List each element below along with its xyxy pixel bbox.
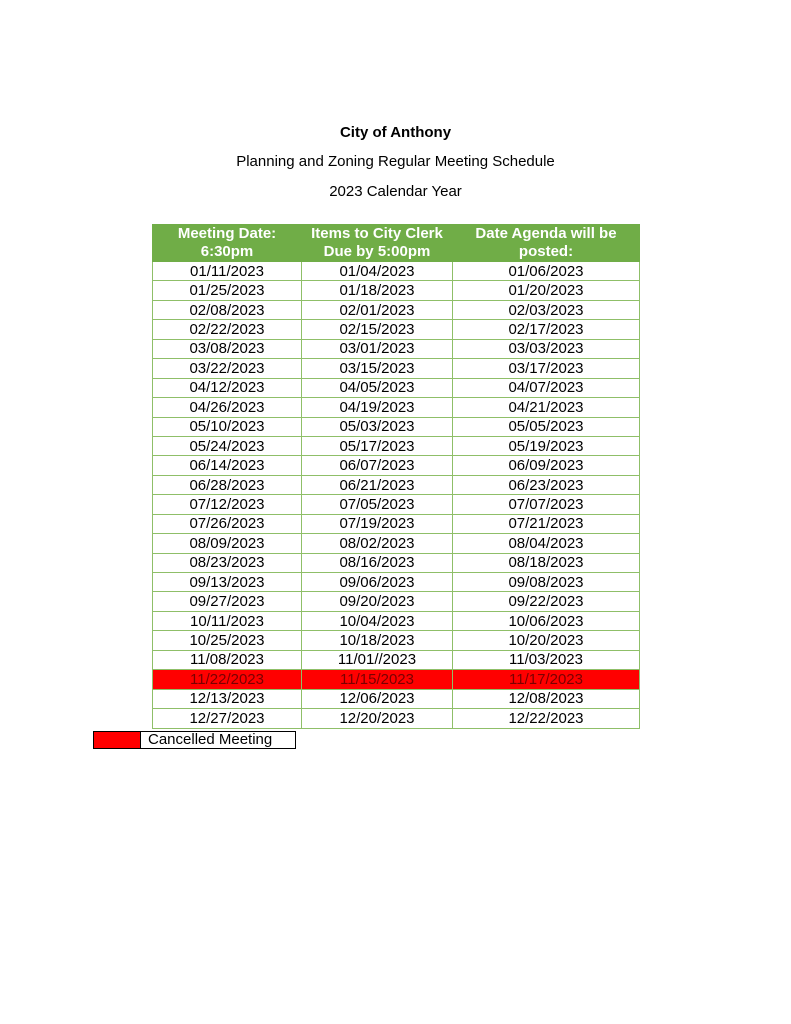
table-row xyxy=(153,456,640,475)
cell-items-due: 10/18/2023 xyxy=(302,631,453,650)
cell-meeting-date: 07/26/2023 xyxy=(153,514,302,533)
table-row xyxy=(153,631,640,650)
table-row xyxy=(153,339,640,358)
legend xyxy=(93,731,296,749)
table-row xyxy=(153,592,640,611)
cell-agenda-posted: 07/21/2023 xyxy=(453,514,640,533)
cell-meeting-date: 10/25/2023 xyxy=(153,631,302,650)
cell-meeting-date: 09/13/2023 xyxy=(153,573,302,592)
cell-agenda-posted: 10/20/2023 xyxy=(453,631,640,650)
cell-meeting-date: 05/24/2023 xyxy=(153,436,302,455)
cell-meeting-date: 10/11/2023 xyxy=(153,611,302,630)
cell-items-due: 07/05/2023 xyxy=(302,495,453,514)
cell-meeting-date: 12/13/2023 xyxy=(153,689,302,708)
meeting-schedule-table xyxy=(152,224,640,729)
table-row-cancelled xyxy=(153,670,640,689)
cell-items-due: 08/16/2023 xyxy=(302,553,453,572)
legend-label: Cancelled Meeting xyxy=(148,731,273,748)
cell-items-due: 05/03/2023 xyxy=(302,417,453,436)
header-meeting-date: Meeting Date: 6:30pm xyxy=(153,225,302,262)
table-body xyxy=(153,262,640,729)
cell-agenda-posted: 09/22/2023 xyxy=(453,592,640,611)
table-row xyxy=(153,398,640,417)
cell-agenda-posted: 01/06/2023 xyxy=(453,262,640,281)
cell-meeting-date: 03/22/2023 xyxy=(153,359,302,378)
cell-agenda-posted: 08/18/2023 xyxy=(453,553,640,572)
cell-agenda-posted: 10/06/2023 xyxy=(453,611,640,630)
calendar-year-line: 2023 Calendar Year xyxy=(329,183,462,200)
cell-items-due: 06/21/2023 xyxy=(302,475,453,494)
cell-meeting-date: 08/09/2023 xyxy=(153,534,302,553)
table-row xyxy=(153,534,640,553)
cell-agenda-posted: 03/03/2023 xyxy=(453,339,640,358)
cell-meeting-date: 02/22/2023 xyxy=(153,320,302,339)
cell-meeting-date: 05/10/2023 xyxy=(153,417,302,436)
table-row xyxy=(153,573,640,592)
cell-items-due: 07/19/2023 xyxy=(302,514,453,533)
cell-meeting-date: 02/08/2023 xyxy=(153,300,302,319)
cell-items-due: 12/06/2023 xyxy=(302,689,453,708)
cell-items-due: 11/15/2023 xyxy=(302,670,453,689)
cell-items-due: 10/04/2023 xyxy=(302,611,453,630)
cell-agenda-posted: 02/03/2023 xyxy=(453,300,640,319)
table-row xyxy=(153,281,640,300)
cancelled-legend-swatch xyxy=(94,732,141,748)
table-row xyxy=(153,611,640,630)
cell-items-due: 09/06/2023 xyxy=(302,573,453,592)
cell-meeting-date: 11/08/2023 xyxy=(153,650,302,669)
table-row xyxy=(153,378,640,397)
table-row xyxy=(153,262,640,281)
cell-items-due: 09/20/2023 xyxy=(302,592,453,611)
cell-meeting-date: 08/23/2023 xyxy=(153,553,302,572)
cell-meeting-date: 09/27/2023 xyxy=(153,592,302,611)
document-subtitle: Planning and Zoning Regular Meeting Schedule xyxy=(236,153,555,170)
cell-agenda-posted: 11/17/2023 xyxy=(453,670,640,689)
cell-agenda-posted: 07/07/2023 xyxy=(453,495,640,514)
cell-items-due: 06/07/2023 xyxy=(302,456,453,475)
cell-items-due: 11/01//2023 xyxy=(302,650,453,669)
header-agenda-posted: Date Agenda will be posted: xyxy=(453,225,640,262)
cell-agenda-posted: 08/04/2023 xyxy=(453,534,640,553)
cell-items-due: 05/17/2023 xyxy=(302,436,453,455)
cell-meeting-date: 12/27/2023 xyxy=(153,709,302,728)
cell-items-due: 12/20/2023 xyxy=(302,709,453,728)
cell-meeting-date: 01/25/2023 xyxy=(153,281,302,300)
cell-items-due: 04/19/2023 xyxy=(302,398,453,417)
header-items-due: Items to City Clerk Due by 5:00pm xyxy=(302,225,453,262)
cell-agenda-posted: 05/05/2023 xyxy=(453,417,640,436)
table-header-row xyxy=(153,225,640,262)
cell-agenda-posted: 06/23/2023 xyxy=(453,475,640,494)
cell-meeting-date: 03/08/2023 xyxy=(153,339,302,358)
cell-agenda-posted: 03/17/2023 xyxy=(453,359,640,378)
document-title: City of Anthony xyxy=(339,124,452,141)
cell-agenda-posted: 09/08/2023 xyxy=(453,573,640,592)
table-row xyxy=(153,553,640,572)
cell-agenda-posted: 01/20/2023 xyxy=(453,281,640,300)
cell-meeting-date: 01/11/2023 xyxy=(153,262,302,281)
cell-items-due: 04/05/2023 xyxy=(302,378,453,397)
cell-meeting-date: 06/14/2023 xyxy=(153,456,302,475)
table-row xyxy=(153,359,640,378)
table-row xyxy=(153,514,640,533)
table-row xyxy=(153,436,640,455)
cell-meeting-date: 07/12/2023 xyxy=(153,495,302,514)
cell-items-due: 02/01/2023 xyxy=(302,300,453,319)
cell-items-due: 02/15/2023 xyxy=(302,320,453,339)
cell-meeting-date: 04/12/2023 xyxy=(153,378,302,397)
cell-items-due: 08/02/2023 xyxy=(302,534,453,553)
cell-agenda-posted: 12/22/2023 xyxy=(453,709,640,728)
cell-meeting-date: 04/26/2023 xyxy=(153,398,302,417)
table-row xyxy=(153,300,640,319)
cell-items-due: 03/15/2023 xyxy=(302,359,453,378)
cell-items-due: 01/18/2023 xyxy=(302,281,453,300)
cell-items-due: 03/01/2023 xyxy=(302,339,453,358)
cell-agenda-posted: 02/17/2023 xyxy=(453,320,640,339)
table-row xyxy=(153,417,640,436)
cell-meeting-date: 06/28/2023 xyxy=(153,475,302,494)
table-row xyxy=(153,650,640,669)
table-row xyxy=(153,495,640,514)
cell-agenda-posted: 04/07/2023 xyxy=(453,378,640,397)
cell-agenda-posted: 04/21/2023 xyxy=(453,398,640,417)
cell-agenda-posted: 11/03/2023 xyxy=(453,650,640,669)
cell-agenda-posted: 06/09/2023 xyxy=(453,456,640,475)
table-row xyxy=(153,689,640,708)
table-row xyxy=(153,320,640,339)
table-row xyxy=(153,709,640,728)
cell-agenda-posted: 05/19/2023 xyxy=(453,436,640,455)
cell-items-due: 01/04/2023 xyxy=(302,262,453,281)
cell-agenda-posted: 12/08/2023 xyxy=(453,689,640,708)
table-row xyxy=(153,475,640,494)
cell-meeting-date: 11/22/2023 xyxy=(153,670,302,689)
